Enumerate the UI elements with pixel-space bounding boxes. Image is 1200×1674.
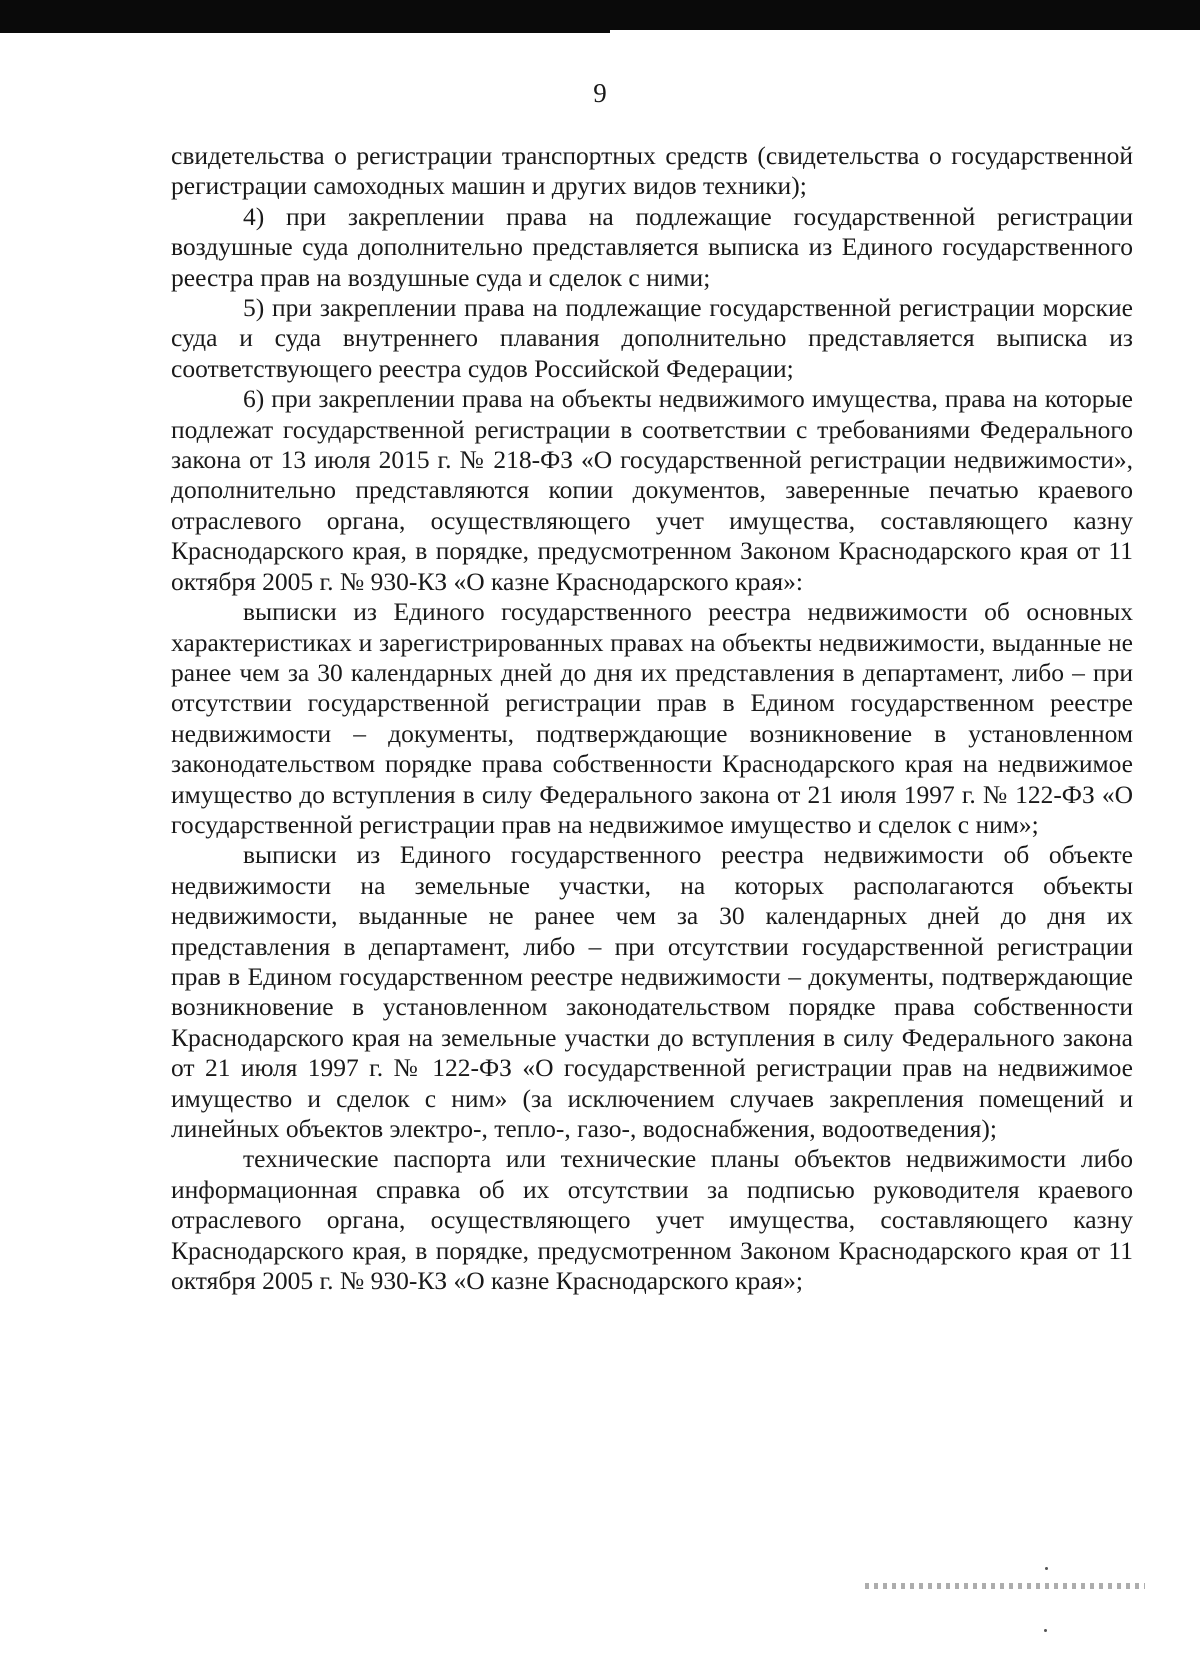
paragraph-technical-passports: технические паспорта или технические планы объектов недвижимости либо информационная справка об их отсутствии за подписью руководителя краевого отраслевого органа, осуществляющего учет имущества, составляющего казну Краснодарского края, в порядке, предусмотренном Законом Краснодарского края от 11 октября 2005 г. № 930-КЗ «О казне Краснодарского края»; <box>171 1144 1133 1296</box>
paragraph-item-5: 5) при закреплении права на подлежащие государственной регистрации морские суда и суда внутреннего плавания дополнительно представляется выписка из соответствующего реестра судов Российской Федерации; <box>171 293 1133 383</box>
paragraph-continuation: свидетельства о регистрации транспортных средств (свидетельства о государственной регистрации самоходных машин и других видов техники); <box>171 141 1133 201</box>
scan-artifact-speck <box>1045 1567 1048 1570</box>
paragraph-extracts-land: выписки из Единого государственного реестра недвижимости об объекте недвижимости на земельные участки, на которых располагаются объекты недвижимости, выданные не ранее чем за 30 календарных дней до дня их представления в департамент, либо – при отсутствии государственной регистрации прав в Едином государственном реестре недвижимости – документы, подтверждающие возникновение в установленном законодательством порядке права собственности Краснодарского края на земельные участки до вступления в силу Федерального закона от 21 июля 1997 г. № 122-ФЗ «О государственной регистрации прав на недвижимое имущество и сделок с ним» (за исключением случаев закрепления помещений и линейных объектов электро-, тепло-, газо-, водоснабжения, водоотведения); <box>171 840 1133 1143</box>
scan-artifact-dots <box>865 1583 1145 1589</box>
paragraph-item-6: 6) при закреплении права на объекты недвижимого имущества, права на которые подлежат государственной регистрации в соответствии с требованиями Федерального закона от 13 июля 2015 г. № 218-ФЗ «О государственной регистрации недвижимости», дополнительно представляются копии документов, заверенные печатью краевого отраслевого органа, осуществляющего учет имущества, составляющего казну Краснодарского края, в порядке, предусмотренном Законом Краснодарского края от 11 октября 2005 г. № 930-КЗ «О казне Краснодарского края»: <box>171 384 1133 596</box>
scan-top-border-notch <box>0 30 610 33</box>
page-number: 9 <box>593 78 607 108</box>
scan-top-border <box>0 0 1200 30</box>
scan-artifact-speck <box>1044 1629 1047 1632</box>
document-body <box>171 141 1133 1296</box>
paragraph-extracts-property: выписки из Единого государственного реестра недвижимости об основных характеристиках и зарегистрированных правах на объекты недвижимости, выданные не ранее чем за 30 календарных дней до дня их представления в департамент, либо – при отсутствии государственной регистрации прав в Едином государственном реестре недвижимости – документы, подтверждающие возникновение в установленном законодательством порядке права собственности Краснодарского края на недвижимое имущество до вступления в силу Федерального закона от 21 июля 1997 г. № 122-ФЗ «О государственной регистрации прав на недвижимое имущество и сделок с ним»; <box>171 597 1133 839</box>
paragraph-item-4: 4) при закреплении права на подлежащие государственной регистрации воздушные суда дополнительно представляется выписка из Единого государственного реестра прав на воздушные суда и сделок с ними; <box>171 201 1133 292</box>
